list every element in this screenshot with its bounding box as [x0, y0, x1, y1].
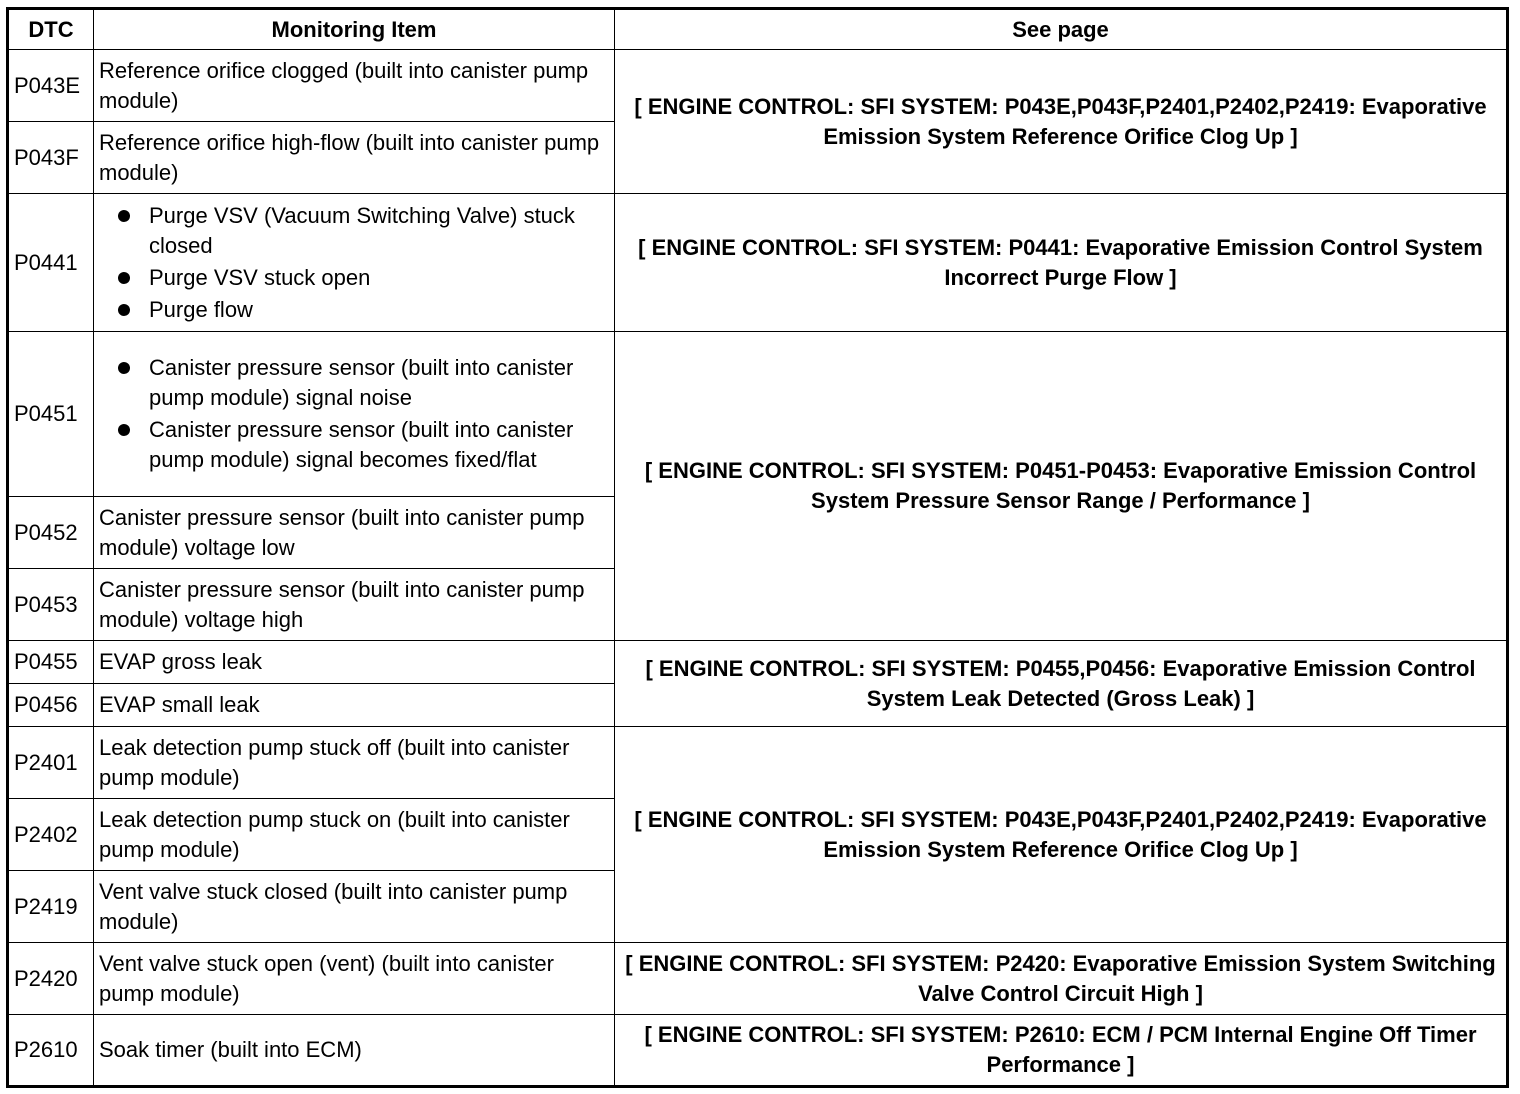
- monitoring-item: Canister pressure sensor (built into canister pump module) voltage high: [94, 569, 615, 641]
- dtc-code: P2401: [8, 727, 94, 799]
- dtc-code: P0451: [8, 332, 94, 497]
- monitoring-item: Reference orifice clogged (built into canister pump module): [94, 50, 615, 122]
- dtc-code: P2402: [8, 799, 94, 871]
- monitoring-item: Leak detection pump stuck off (built into canister pump module): [94, 727, 615, 799]
- dtc-code: P2610: [8, 1015, 94, 1087]
- table-row: [8, 332, 1508, 497]
- table-row: [8, 194, 1508, 332]
- monitoring-item: Leak detection pump stuck on (built into canister pump module): [94, 799, 615, 871]
- bullet-item: Purge VSV stuck open: [149, 263, 609, 293]
- monitoring-item: [94, 194, 615, 332]
- see-page-link[interactable]: [ ENGINE CONTROL: SFI SYSTEM: P0451-P0453: Evaporative Emission Control System Pressure Sensor Range / Performance ]: [615, 332, 1508, 641]
- dtc-code: P2419: [8, 871, 94, 943]
- dtc-code: P043E: [8, 50, 94, 122]
- dtc-code: P2420: [8, 943, 94, 1015]
- see-page-link[interactable]: [ ENGINE CONTROL: SFI SYSTEM: P0441: Evaporative Emission Control System Incorrect Purge Flow ]: [615, 194, 1508, 332]
- table-row: [8, 641, 1508, 684]
- monitoring-item: EVAP small leak: [94, 684, 615, 727]
- table-row: [8, 727, 1508, 799]
- see-page-link[interactable]: [ ENGINE CONTROL: SFI SYSTEM: P043E,P043F,P2401,P2402,P2419: Evaporative Emission System Reference Orifice Clog Up ]: [615, 727, 1508, 943]
- dtc-code: P0456: [8, 684, 94, 727]
- bullet-list: [99, 201, 609, 325]
- bullet-item: Purge flow: [149, 295, 609, 325]
- see-page-link[interactable]: [ ENGINE CONTROL: SFI SYSTEM: P2610: ECM / PCM Internal Engine Off Timer Performance ]: [615, 1015, 1508, 1087]
- dtc-code: P0452: [8, 497, 94, 569]
- monitoring-item: Vent valve stuck open (vent) (built into canister pump module): [94, 943, 615, 1015]
- table-row: [8, 943, 1508, 1015]
- header-see-page: See page: [615, 9, 1508, 50]
- dtc-code: P043F: [8, 122, 94, 194]
- bullet-item: Canister pressure sensor (built into canister pump module) signal noise: [149, 353, 609, 413]
- dtc-code: P0455: [8, 641, 94, 684]
- see-page-link[interactable]: [ ENGINE CONTROL: SFI SYSTEM: P0455,P0456: Evaporative Emission Control System Leak Detected (Gross Leak) ]: [615, 641, 1508, 727]
- dtc-code: P0441: [8, 194, 94, 332]
- table-row: [8, 50, 1508, 122]
- dtc-table: [6, 7, 1509, 1088]
- monitoring-item: [94, 332, 615, 497]
- dtc-code: P0453: [8, 569, 94, 641]
- monitoring-item: Vent valve stuck closed (built into canister pump module): [94, 871, 615, 943]
- bullet-item: Purge VSV (Vacuum Switching Valve) stuck closed: [149, 201, 609, 261]
- monitoring-item: Reference orifice high-flow (built into canister pump module): [94, 122, 615, 194]
- monitoring-item: EVAP gross leak: [94, 641, 615, 684]
- monitoring-item: Canister pressure sensor (built into canister pump module) voltage low: [94, 497, 615, 569]
- header-monitoring-item: Monitoring Item: [94, 9, 615, 50]
- table-row: [8, 1015, 1508, 1087]
- see-page-link[interactable]: [ ENGINE CONTROL: SFI SYSTEM: P2420: Evaporative Emission System Switching Valve Control Circuit High ]: [615, 943, 1508, 1015]
- bullet-item: Canister pressure sensor (built into canister pump module) signal becomes fixed/flat: [149, 415, 609, 475]
- see-page-link[interactable]: [ ENGINE CONTROL: SFI SYSTEM: P043E,P043F,P2401,P2402,P2419: Evaporative Emission System Reference Orifice Clog Up ]: [615, 50, 1508, 194]
- header-dtc: DTC: [8, 9, 94, 50]
- monitoring-item: Soak timer (built into ECM): [94, 1015, 615, 1087]
- bullet-list: [99, 353, 609, 475]
- header-row: [8, 9, 1508, 50]
